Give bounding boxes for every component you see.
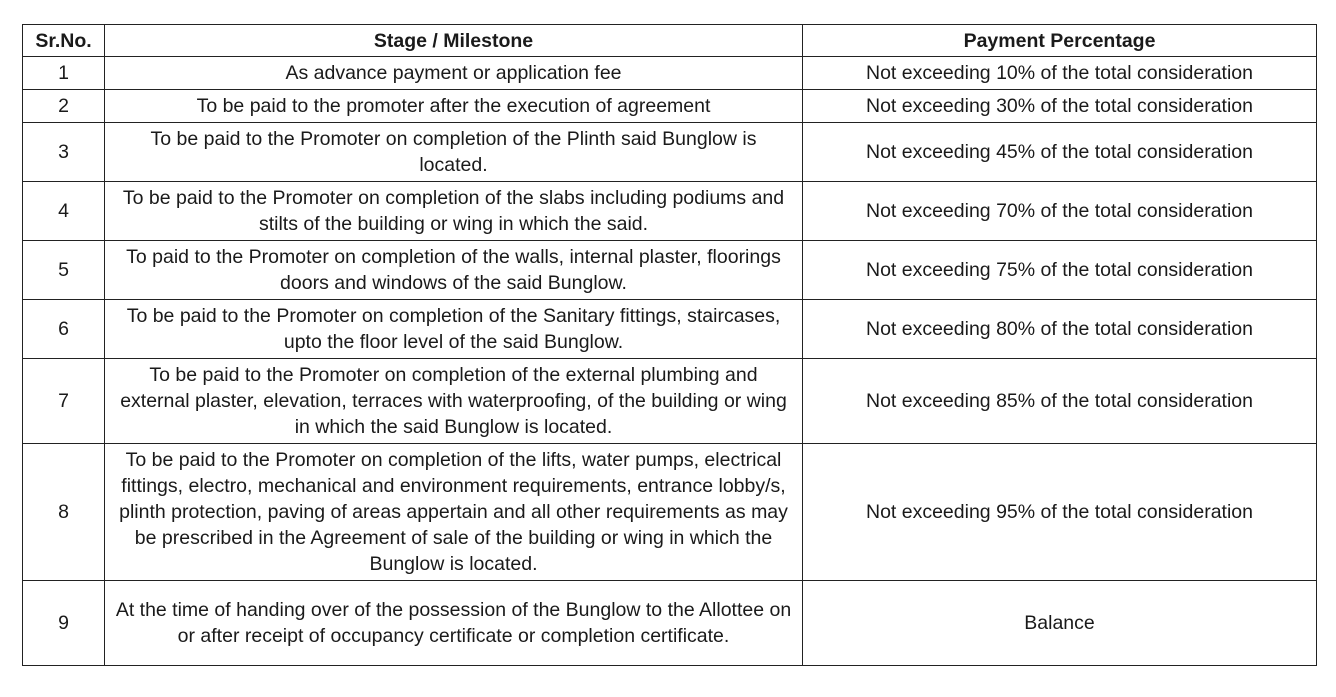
stage-cell: To be paid to the Promoter on completion of the lifts, water pumps, electrical fittings, electro, mechanical and environment requirements, entrance lobby/s, plinth protection, paving of areas appertain and all other requirements as may be prescribed in the Agreement of sale of the building or wing in which the Bunglow is located. bbox=[105, 444, 803, 581]
payment-cell: Not exceeding 95% of the total consideration bbox=[803, 444, 1317, 581]
payment-cell: Not exceeding 85% of the total consideration bbox=[803, 359, 1317, 444]
header-stage-milestone: Stage / Milestone bbox=[105, 25, 803, 57]
sr-no-cell: 9 bbox=[23, 581, 105, 666]
stage-cell: To be paid to the Promoter on completion of the external plumbing and external plaster, elevation, terraces with waterproofing, of the building or wing in which the said Bunglow is located. bbox=[105, 359, 803, 444]
payment-cell: Not exceeding 75% of the total consideration bbox=[803, 241, 1317, 300]
table-row bbox=[23, 123, 1317, 182]
table-row bbox=[23, 581, 1317, 666]
payment-cell: Balance bbox=[803, 581, 1317, 666]
payment-cell: Not exceeding 45% of the total consideration bbox=[803, 123, 1317, 182]
sr-no-cell: 1 bbox=[23, 57, 105, 90]
stage-cell: To be paid to the Promoter on completion of the Plinth said Bunglow is located. bbox=[105, 123, 803, 182]
stage-cell: At the time of handing over of the possession of the Bunglow to the Allottee on or after receipt of occupancy certificate or completion certificate. bbox=[105, 581, 803, 666]
header-row bbox=[23, 25, 1317, 57]
table-row bbox=[23, 182, 1317, 241]
table-row bbox=[23, 300, 1317, 359]
sr-no-cell: 3 bbox=[23, 123, 105, 182]
payment-cell: Not exceeding 80% of the total consideration bbox=[803, 300, 1317, 359]
sr-no-cell: 7 bbox=[23, 359, 105, 444]
stage-cell: To be paid to the Promoter on completion of the slabs including podiums and stilts of the building or wing in which the said. bbox=[105, 182, 803, 241]
sr-no-cell: 2 bbox=[23, 90, 105, 123]
sr-no-cell: 6 bbox=[23, 300, 105, 359]
payment-cell: Not exceeding 10% of the total consideration bbox=[803, 57, 1317, 90]
table-row bbox=[23, 359, 1317, 444]
table-body bbox=[23, 57, 1317, 666]
table-row bbox=[23, 57, 1317, 90]
stage-cell: To be paid to the Promoter on completion of the Sanitary fittings, staircases, upto the floor level of the said Bunglow. bbox=[105, 300, 803, 359]
header-payment-percentage: Payment Percentage bbox=[803, 25, 1317, 57]
stage-cell: To paid to the Promoter on completion of the walls, internal plaster, floorings doors and windows of the said Bunglow. bbox=[105, 241, 803, 300]
stage-cell: As advance payment or application fee bbox=[105, 57, 803, 90]
payment-cell: Not exceeding 70% of the total consideration bbox=[803, 182, 1317, 241]
table-row bbox=[23, 444, 1317, 581]
header-sr-no: Sr.No. bbox=[23, 25, 105, 57]
payment-schedule-table bbox=[22, 24, 1317, 666]
table-header bbox=[23, 25, 1317, 57]
sr-no-cell: 4 bbox=[23, 182, 105, 241]
stage-cell: To be paid to the promoter after the execution of agreement bbox=[105, 90, 803, 123]
sr-no-cell: 8 bbox=[23, 444, 105, 581]
table-row bbox=[23, 90, 1317, 123]
table-row bbox=[23, 241, 1317, 300]
sr-no-cell: 5 bbox=[23, 241, 105, 300]
payment-cell: Not exceeding 30% of the total consideration bbox=[803, 90, 1317, 123]
